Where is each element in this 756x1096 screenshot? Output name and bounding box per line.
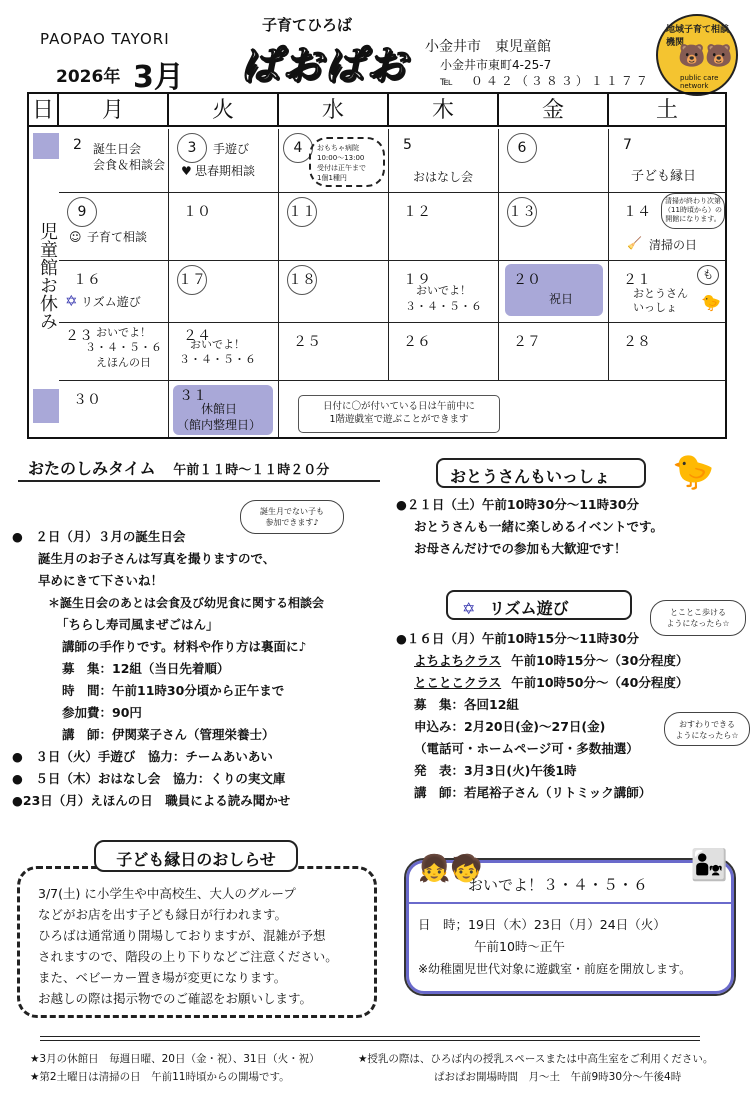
- event-rhythm: リズム遊び: [81, 295, 141, 309]
- logo-subtitle: 子育てひろば: [262, 16, 353, 34]
- osuwari-bubble: おすわりできる ようになったら☆: [664, 712, 750, 746]
- ennichi-title: 子ども縁日のおしらせ: [94, 840, 298, 872]
- header-wed: 水: [279, 94, 389, 127]
- event-holiday: 祝日: [549, 292, 574, 306]
- cell-mar-19: [389, 261, 499, 323]
- star-icon: ✡: [65, 292, 78, 310]
- day-number: ２０: [513, 272, 541, 288]
- otanoshimi-line: ● ５日（木）おはなし会 協力：くりの実文庫: [12, 771, 286, 786]
- chick-icon: 🐤: [672, 452, 715, 492]
- day-number: １２: [403, 204, 431, 220]
- event-oideyo-ehon: おいでよ！ ３・４・５・６ えほんの日: [85, 326, 162, 369]
- month: 3月: [133, 60, 184, 95]
- oideyo-line: ※幼稚園児世代対象に遊戯室・前庭を開放します。: [418, 962, 692, 976]
- cell-mar-7: [609, 129, 725, 193]
- telephone: ℡ ０４２（３８３）１１７７: [440, 74, 651, 88]
- event-oideyo: おいでよ！ ３・４・５・６: [179, 338, 256, 366]
- cell-mar-16: [59, 261, 169, 323]
- badge-sub: public care network: [680, 74, 719, 90]
- event-oideyo: おいでよ！ ３・４・５・６: [405, 284, 482, 313]
- day-number: ２７: [513, 334, 541, 350]
- cell-mar-11: [279, 193, 389, 261]
- sunday-closed-text: 児童館お休み: [33, 159, 59, 389]
- cell-mar-21: [609, 261, 725, 323]
- otanoshimi-line: ● ２日（月）３月の誕生日会: [12, 529, 186, 544]
- rhythm-body: [396, 628, 736, 804]
- day-number: １８: [287, 265, 317, 295]
- header-sat: 土: [609, 94, 725, 127]
- otanoshimi-line: ● ３日（火）手遊び 協力：チームあいあい: [12, 749, 273, 764]
- consult-badge: [656, 14, 738, 96]
- event-birthday: 誕生日会 会食＆相談会: [93, 142, 166, 172]
- day-number: ３０: [73, 392, 101, 408]
- badge-text: 地域子育て相談機関: [666, 25, 730, 48]
- cell-mar-12: [389, 193, 499, 261]
- event-otousan: おとうさん いっしょ: [633, 287, 688, 314]
- chick-icon: 🐤: [701, 293, 721, 312]
- otanoshimi-line: 時 間：午前11時30分頃から正午まで: [62, 683, 285, 698]
- otousan-line: ●２１日（土）午前10時30分～11時30分: [396, 497, 639, 512]
- footer-left: [30, 1050, 320, 1086]
- family-icon: 👨‍👧: [690, 848, 728, 883]
- event-teasobi: 手遊び: [213, 142, 250, 156]
- yochiyochi-class: よちよちクラス: [414, 653, 502, 668]
- day-number: 3: [177, 133, 207, 163]
- otanoshimi-line: ●23日（月）えほんの日 職員による読み聞かせ: [12, 793, 291, 808]
- oideyo-title: おいでよ！３・４・５・６: [468, 876, 649, 894]
- day-number: 5: [403, 137, 412, 153]
- yochiyochi-time: 午前10時15分～（30分程度）: [511, 653, 689, 668]
- header-tue: 火: [169, 94, 279, 127]
- ennichi-line: などがお店を出す子ども縁日が行われます。: [38, 907, 288, 922]
- day-number: １９: [403, 272, 431, 288]
- otanoshimi-line: 「ちらし寿司風まぜごはん」: [56, 617, 219, 632]
- day-number: ２５: [293, 334, 321, 350]
- tokotoko-time: 午前10時50分～（40分程度）: [511, 675, 689, 690]
- cell-mar-5: [389, 129, 499, 193]
- header-thu: 木: [389, 94, 499, 127]
- cell-mar-26: [389, 323, 499, 381]
- otanoshimi-line: 誕生月のお子さんは写真を撮りますので、: [38, 551, 276, 566]
- cell-mar-23: [59, 323, 169, 381]
- otanoshimi-time: 午前１１時～１１時２０分: [173, 463, 330, 478]
- otousan-header: おとうさんもいっしょ: [436, 458, 646, 488]
- day-number: １７: [177, 265, 207, 295]
- birthday-bubble: 誕生月でない子も 参加できます♪: [240, 500, 344, 534]
- footer-line: ぱおぱお開場時間 月～土 午前9時30分～午後4時: [434, 1071, 682, 1083]
- rhythm-header: [446, 590, 632, 620]
- otanoshimi-line: 講 師：伊関菜子さん（管理栄養士）: [62, 727, 275, 742]
- day-number: 6: [507, 133, 537, 163]
- day-number: １０: [183, 204, 211, 220]
- oideyo-line: 日 時；19日（木）23日（月）24日（火）: [418, 917, 666, 932]
- otousan-line: お母さんだけでの参加も大歓迎です！: [414, 541, 627, 556]
- ennichi-line: ひろばは通常通り開場しておりますが、混雑が予想: [38, 928, 326, 943]
- kids-icon: 👧🧒: [418, 854, 483, 884]
- cell-mar-28: [609, 323, 725, 381]
- footer-line: ★第2土曜日は清掃の日 午前11時頃からの開場です。: [30, 1071, 290, 1083]
- day-number: 9: [67, 197, 97, 227]
- cell-mar-14: [609, 193, 725, 261]
- speech-bubble: も: [697, 265, 719, 285]
- day-number: ２６: [403, 334, 431, 350]
- event-ennichi: 子ども縁日: [631, 169, 697, 184]
- event-shishunki: 思春期相談: [195, 164, 256, 178]
- cell-mar-30: [59, 381, 169, 437]
- otanoshimi-line: ＊誕生日会のあとは会食及び幼児食に関する相談会: [48, 596, 325, 610]
- logo-title: ぱおぱお: [240, 43, 408, 89]
- cell-mar-18: [279, 261, 389, 323]
- footer-line: ★授乳の際は、ひろば内の授乳スペースまたは中高生室をご利用ください。: [358, 1053, 714, 1065]
- day-number: １３: [507, 197, 537, 227]
- day-number: ２１: [623, 272, 651, 288]
- tokotoko-class: とことこクラス: [414, 675, 502, 690]
- star-icon: ✡: [462, 599, 476, 618]
- event-closed: 休館日 （館内整理日）: [177, 402, 262, 432]
- otanoshimi-line: 講師の手作りです。材料や作り方は裏面に♪: [62, 639, 307, 654]
- event-seiso: 清掃の日: [649, 238, 698, 252]
- org-name: 小金井市 東児童館: [425, 39, 551, 55]
- ennichi-line: されますので、階段の上り下りなどご注意ください。: [38, 949, 338, 964]
- footer-line: ★3月の休館日 毎週日曜、20日（金・祝）、31日（火・祝）: [30, 1053, 320, 1065]
- heart-icon: ♥: [181, 164, 192, 178]
- day-number: １４: [623, 204, 651, 220]
- rhythm-line: 募 集：各回12組: [414, 697, 519, 712]
- day-number: １１: [287, 197, 317, 227]
- footer-right: [358, 1050, 750, 1086]
- day-number: ２３: [65, 328, 93, 344]
- otanoshimi-header: [18, 452, 380, 482]
- ennichi-line: 3/7(土) に小学生や中高校生、大人のグループ: [38, 886, 296, 901]
- day-number: ２８: [623, 334, 651, 350]
- otanoshimi-line: 早めにきて下さいね！: [38, 573, 164, 588]
- cell-mar-17: [169, 261, 279, 323]
- otanoshimi-body: [12, 526, 412, 812]
- footer-rule: [40, 1040, 700, 1041]
- cell-mar-10: [169, 193, 279, 261]
- day-number: 7: [623, 137, 632, 153]
- day-number: １６: [73, 272, 101, 288]
- bear-icon: 🐻🐻: [678, 44, 733, 69]
- cleaning-note: 清掃が終わり次第 （11時頃から）の 開館になります。: [661, 193, 725, 229]
- newsletter-tag: PAOPAO TAYORI: [40, 30, 170, 48]
- tokotoko-bubble: とことこ歩ける ようになったら☆: [650, 600, 746, 636]
- cell-mar-6: [499, 129, 609, 193]
- cell-mar-9: [59, 193, 169, 261]
- header-sun: 日: [29, 94, 59, 127]
- cell-mar-27: [499, 323, 609, 381]
- otanoshimi-title: おたのしみタイム: [28, 459, 156, 478]
- rhythm-line: （電話可・ホームページ可・多数抽選）: [414, 741, 639, 756]
- cell-mar-24: [169, 323, 279, 381]
- header-fri: 金: [499, 94, 609, 127]
- cell-mar-31: [169, 381, 279, 437]
- day-number: 4: [283, 133, 313, 163]
- event-ohanashi: おはなし会: [413, 170, 474, 184]
- cell-mar-3: [169, 129, 279, 193]
- otanoshimi-line: 募 集：12組（当日先着順）: [62, 661, 230, 676]
- divider: [406, 902, 734, 904]
- rhythm-line: ●１６日（月）午前10時15分～11時30分: [396, 631, 639, 646]
- cell-mar-25: [279, 323, 389, 381]
- circle-note: 日付に〇が付いている日は午前中に 1階遊戯室で遊ぶことができます: [298, 395, 500, 433]
- header-mon: 月: [59, 94, 169, 127]
- cell-mar-4: [279, 129, 389, 193]
- otousan-line: おとうさんも一緒に楽しめるイベントです。: [414, 519, 664, 534]
- cell-mar-13: [499, 193, 609, 261]
- broom-icon: 🧹: [627, 236, 642, 250]
- event-toy-hospital: おもちゃ病院 10:00～13:00 受付は正午まで 1個1種円: [309, 137, 385, 187]
- rhythm-line: 発 表：3月3日(火)午後1時: [414, 763, 577, 778]
- event-kosodate: 子育て相談: [87, 230, 148, 244]
- sunday-closed-bar: [33, 133, 59, 423]
- rhythm-title: リズム遊び: [488, 599, 569, 618]
- day-number: 2: [73, 137, 82, 153]
- rhythm-line: 講 師：若尾裕子さん（リトミック講師）: [414, 785, 652, 800]
- smile-icon: ☺: [69, 230, 82, 244]
- oideyo-line: 午前10時～正午: [474, 939, 565, 954]
- ennichi-notice: [17, 866, 377, 1018]
- footer-rule: [40, 1036, 700, 1037]
- oideyo-box: [404, 848, 736, 996]
- rhythm-line: 申込み：2月20日(金)～27日(金): [414, 719, 606, 734]
- day-number: ２４: [183, 328, 211, 344]
- address: 小金井市東町4-25-7: [440, 58, 552, 72]
- cell-mar-20: [499, 261, 609, 323]
- cell-mar-2: [59, 129, 169, 193]
- otousan-body: [396, 494, 746, 560]
- otanoshimi-line: 参加費：90円: [62, 705, 142, 720]
- calendar: [27, 92, 727, 439]
- day-number: ３１: [179, 388, 207, 404]
- ennichi-line: お越しの際は掲示物でのご確認をお願いします。: [38, 991, 313, 1006]
- year: 2026年: [56, 67, 121, 87]
- ennichi-line: また、ベビーカー置き場が変更になります。: [38, 970, 287, 985]
